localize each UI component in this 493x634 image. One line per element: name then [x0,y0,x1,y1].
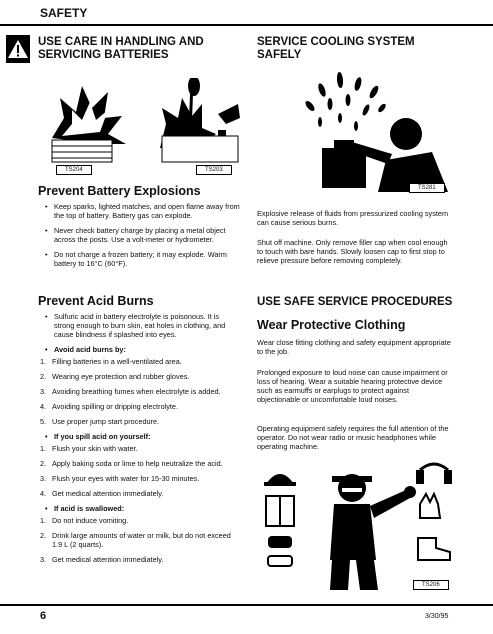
list-item: 4. Get medical attention immediately. [40,489,164,498]
cooling-para-1: Explosive release of fluids from pressurized cooling system can cause serious burns. [257,209,449,227]
swallow-steps [40,516,240,564]
cooling-title: SERVICE COOLING SYSTEM SAFELY [257,36,415,61]
battery-title: USE CARE IN HANDLING AND SERVICING BATTERIES [38,36,204,61]
procedures-title: USE SAFE SERVICE PROCEDURES [257,296,453,308]
section-header: SAFETY [40,6,88,20]
acid-heading: Prevent Acid Burns [38,294,154,308]
avoid-label: • Avoid acid burns by: [40,345,240,354]
radiator-spray-illustration [282,70,452,192]
image-tag-ts281: TS281 [409,183,445,193]
clothing-para-1: Wear close fitting clothing and safety equipment appropriate to the job. [257,338,451,356]
list-item: • Keep sparks, lighted matches, and open flame away from the top of battery. Battery gas can explode. [40,202,240,220]
spill-label: • If you spill acid on yourself: [40,432,240,441]
page-number: 6 [40,610,47,622]
list-item: 2. Apply baking soda or lime to help neutralize the acid. [40,459,223,468]
battery-explosion-illustration [42,78,247,172]
list-item: 3. Flush your eyes with water for 15-30 minutes. [40,474,200,483]
list-item: 3. Get medical attention immediately. [40,555,164,564]
header-rule [0,24,493,26]
list-item: 2. Drink large amounts of water or milk, but do not exceed 1.9 L (2 quarts). [40,531,231,549]
list-item: 4. Avoiding spilling or dripping electrolyte. [40,402,179,411]
acid-intro: • Sulfuric acid in battery electrolyte is poisonous. It is strong enough to burn skin, eat holes in clothing, and cause blindness if splashed into eyes. [40,312,240,339]
spill-steps [40,444,240,498]
clothing-para-3: Operating equipment safely requires the full attention of the operator. Do not wear radio or music headphones while operating machine. [257,424,449,451]
cooling-para-2: Shut off machine. Only remove filler cap when cool enough to touch with bare hands. Slowly loosen cap to first stop to relieve pressure before removing completely. [257,238,448,265]
footer-rule [0,604,493,606]
image-tag-ts203: TS203 [196,165,232,175]
list-item: 5. Use proper jump start procedure. [40,417,160,426]
list-item: 2. Wearing eye protection and rubber gloves. [40,372,190,381]
protective-gear-illustration [260,460,456,590]
list-item: • Never check battery charge by placing a metal object across the posts. Use a volt-meter or hydrometer. [40,226,240,244]
footer-date: 3/30/95 [425,613,449,620]
explosions-heading: Prevent Battery Explosions [38,184,201,198]
avoid-steps [40,357,240,426]
explosions-list [40,202,240,274]
swallow-label: • If acid is swallowed: [40,504,240,513]
acid-section [40,312,240,570]
list-item: 3. Avoiding breathing fumes when electrolyte is added. [40,387,221,396]
image-tag-ts204: TS204 [56,165,92,175]
list-item: 1. Filling batteries in a well-ventilated area. [40,357,182,366]
clothing-para-2: Prolonged exposure to loud noise can cause impairment or loss of hearing. Wear a suitable hearing protective device such as earmuffs or earplugs to protect against objectionable or uncomfortable loud noises. [257,368,448,404]
clothing-heading: Wear Protective Clothing [257,318,406,332]
list-item: 1. Flush your skin with water. [40,444,138,453]
warning-triangle-icon [6,35,30,63]
list-item: 1. Do not induce vomiting. [40,516,129,525]
image-tag-ts206: TS206 [413,580,449,590]
list-item: • Do not charge a frozen battery; it may explode. Warm battery to 16°C (60°F). [40,250,240,268]
